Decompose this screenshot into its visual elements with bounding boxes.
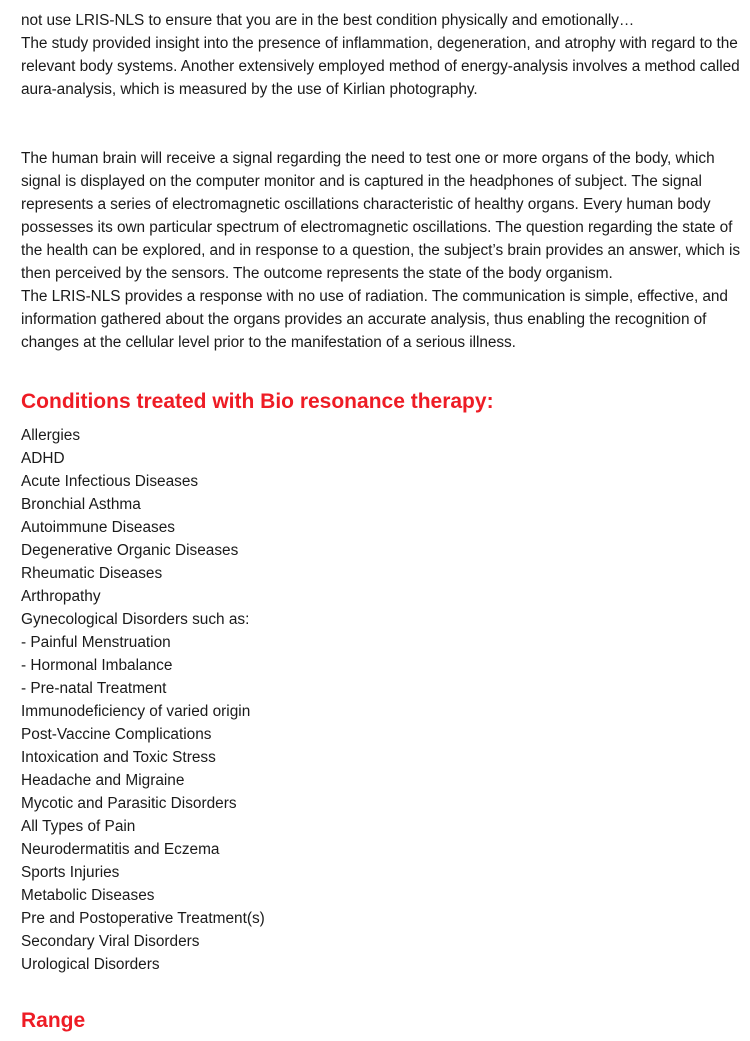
list-item: Autoimmune Diseases (21, 519, 175, 536)
list-item: - Pre-natal Treatment (21, 680, 167, 697)
list-item: Neurodermatitis and Eczema (21, 841, 220, 858)
intro-paragraph-rest: The study provided insight into the presence of inflammation, degeneration, and atrophy with regard to the relevant body systems. Another extensively employed method of energy-analysis involves a method called aura-analysis, which is measured by the use of Kirlian photography. (21, 35, 740, 98)
list-item: Mycotic and Parasitic Disorders (21, 795, 237, 812)
list-item: Urological Disorders (21, 956, 160, 973)
list-item: Post-Vaccine Complications (21, 726, 212, 743)
list-item: Rheumatic Diseases (21, 565, 163, 582)
list-item: Acute Infectious Diseases (21, 473, 199, 490)
list-item: ADHD (21, 450, 65, 467)
list-item: Secondary Viral Disorders (21, 933, 200, 950)
list-item: Immunodeficiency of varied origin (21, 703, 251, 720)
list-item: Headache and Migraine (21, 772, 185, 789)
list-item: Intoxication and Toxic Stress (21, 749, 216, 766)
list-item: Pre and Postoperative Treatment(s) (21, 910, 265, 927)
list-item: - Painful Menstruation (21, 634, 171, 651)
conditions-heading: Conditions treated with Bio resonance therapy: (21, 390, 494, 413)
list-item: Gynecological Disorders such as: (21, 611, 250, 628)
list-item: Allergies (21, 427, 81, 444)
list-item: Sports Injuries (21, 864, 120, 881)
conditions-list (21, 424, 265, 976)
list-item: Metabolic Diseases (21, 887, 155, 904)
range-heading: Range (21, 1009, 86, 1032)
intro-paragraph-line1: not use LRIS-NLS to ensure that you are in the best condition physically and emotionally… (21, 12, 635, 29)
list-item: - Hormonal Imbalance (21, 657, 173, 674)
list-item: Degenerative Organic Diseases (21, 542, 239, 559)
list-item: Arthropathy (21, 588, 101, 605)
list-item: Bronchial Asthma (21, 496, 141, 513)
brain-signal-paragraph: The human brain will receive a signal regarding the need to test one or more organs of the body, which signal is displayed on the computer monitor and is captured in the headphones of subject. The signal represents a series of electromagnetic oscillations characteristic of healthy organs. Every human body possesses its own particular spectrum of electromagnetic oscillations. The question regarding the state of the health can be explored, and in response to a question, the subject’s brain provides an answer, which is then perceived by the sensors. The outcome represents the state of the body organism. (21, 150, 741, 282)
list-item: All Types of Pain (21, 818, 136, 835)
lris-nls-paragraph: The LRIS-NLS provides a response with no use of radiation. The communication is simple, effective, and information gathered about the organs provides an accurate analysis, thus enabling the recognition of changes at the cellular level prior to the manifestation of a serious illness. (21, 288, 728, 351)
intro-paragraph (21, 9, 746, 101)
